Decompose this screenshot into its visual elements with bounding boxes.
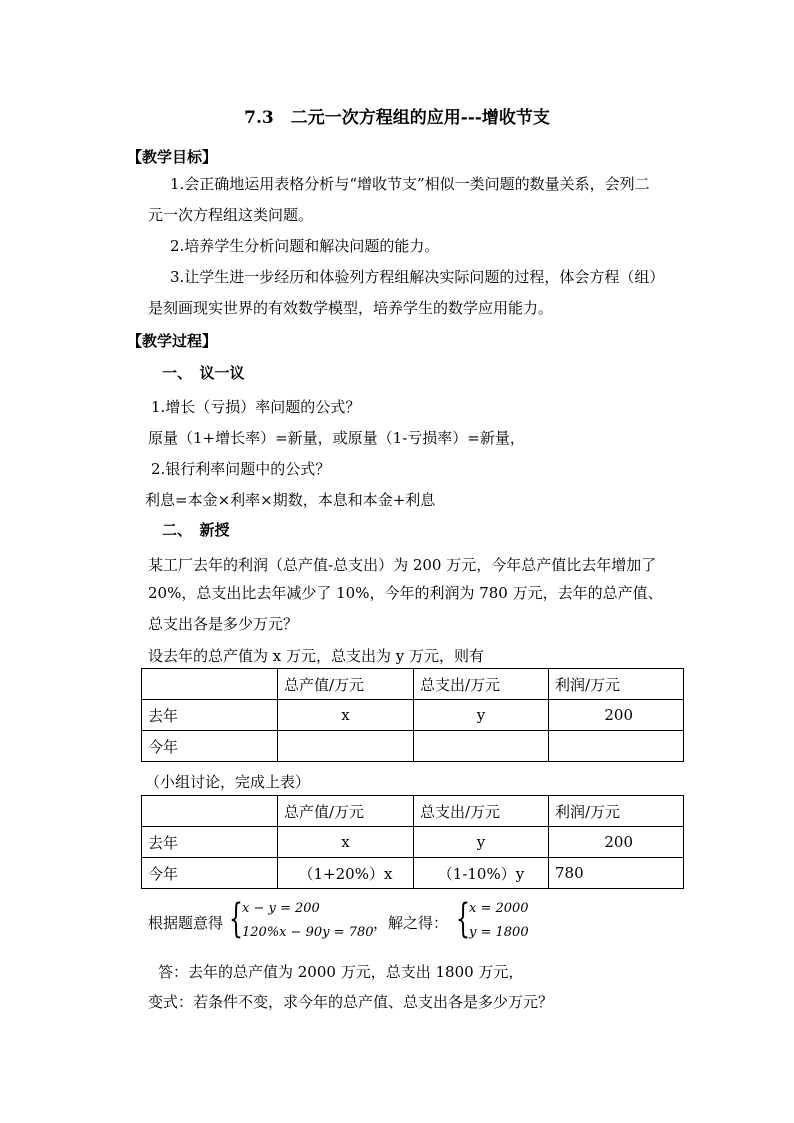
table-header-cell: 总支出/万元 (414, 669, 549, 700)
table-row (142, 731, 684, 762)
table-cell (278, 731, 414, 762)
goal-3-line-1: 3.让学生进一步经历和体验列方程组解决实际问题的过程，体会方程（组） (170, 268, 665, 286)
goal-2: 2.培养学生分析问题和解决问题的能力。 (170, 237, 440, 255)
question-1: 1.增长（亏损）率问题的公式？ (151, 398, 361, 416)
table-header-cell (142, 796, 278, 827)
table-cell: x (278, 827, 414, 858)
table-header-cell (142, 669, 278, 700)
problem-line-1: 某工厂去年的利润（总产值-总支出）为 200 万元，今年总产值比去年增加了 (148, 556, 657, 574)
goals-heading: 【教学目标】 (127, 148, 218, 166)
table-cell: 今年 (142, 731, 278, 762)
left-brace-icon: { (456, 896, 470, 942)
solution-y: y = 1800 (469, 925, 529, 940)
setup-statement: 设去年的总产值为 x 万元，总支出为 y 万元，则有 (148, 647, 485, 665)
table-cell (414, 731, 549, 762)
table-cell: y (414, 700, 549, 731)
variant-question: 变式：若条件不变，求今年的总产值、总支出各是多少万元？ (148, 993, 554, 1011)
table-header-row (142, 796, 684, 827)
problem-line-2: 20%，总支出比去年减少了 10%，今年的利润为 780 万元，去年的总产值、 (148, 584, 663, 602)
table-header-row (142, 669, 684, 700)
part1-heading: 一、 议一议 (162, 364, 245, 382)
question-2: 2.银行利率问题中的公式？ (151, 460, 331, 478)
table-cell: 去年 (142, 827, 278, 858)
solution-x: x = 2000 (469, 901, 529, 916)
table-row (142, 827, 684, 858)
table-cell: 200 (549, 700, 684, 731)
part2-heading: 二、 新授 (162, 521, 230, 539)
equation-1: x − y = 200 (242, 901, 320, 916)
table-cell: 780 (549, 858, 684, 889)
table-cell: x (278, 700, 414, 731)
equation-2: 120%x − 90y = 780 (242, 925, 374, 940)
table-cell: 今年 (142, 858, 278, 889)
solution-mid: ，解之得： (373, 914, 449, 932)
table-cell: （1-10%）y (414, 858, 549, 889)
table-header-cell: 总支出/万元 (414, 796, 549, 827)
problem-line-3: 总支出各是多少万元？ (148, 615, 299, 633)
process-heading: 【教学过程】 (127, 332, 218, 350)
answer-statement: 答：去年的总产值为 2000 万元，总支出 1800 万元， (158, 963, 524, 981)
table-row (142, 700, 684, 731)
table-header-cell: 利润/万元 (549, 796, 684, 827)
table-row (142, 858, 684, 889)
answer-2: 利息=本金×利率×期数，本息和本金+利息 (145, 491, 436, 509)
table-header-cell: 总产值/万元 (278, 796, 414, 827)
table-2 (141, 795, 684, 889)
table-header-cell: 总产值/万元 (278, 669, 414, 700)
goal-1-line-2: 元一次方程组这类问题。 (148, 206, 314, 224)
table-header-cell: 利润/万元 (549, 669, 684, 700)
page-title: 7.3 二元一次方程组的应用---增收节支 (244, 108, 550, 128)
table-cell: （1+20%）x (278, 858, 414, 889)
table-cell: 200 (549, 827, 684, 858)
table-1 (141, 668, 684, 762)
table-cell: y (414, 827, 549, 858)
table-cell (549, 731, 684, 762)
goal-3-line-2: 是刻画现实世界的有效数学模型，培养学生的数学应用能力。 (148, 299, 554, 317)
left-brace-icon: { (229, 896, 243, 942)
goal-1-line-1: 1.会正确地运用表格分析与“增收节支”相似一类问题的数量关系，会列二 (170, 175, 650, 193)
answer-1: 原量（1+增长率）=新量，或原量（1-亏损率）=新量， (148, 429, 525, 447)
table-cell: 去年 (142, 700, 278, 731)
solution-lead: 根据题意得 (148, 914, 224, 932)
discussion-note: （小组讨论，完成上表） (145, 773, 311, 791)
